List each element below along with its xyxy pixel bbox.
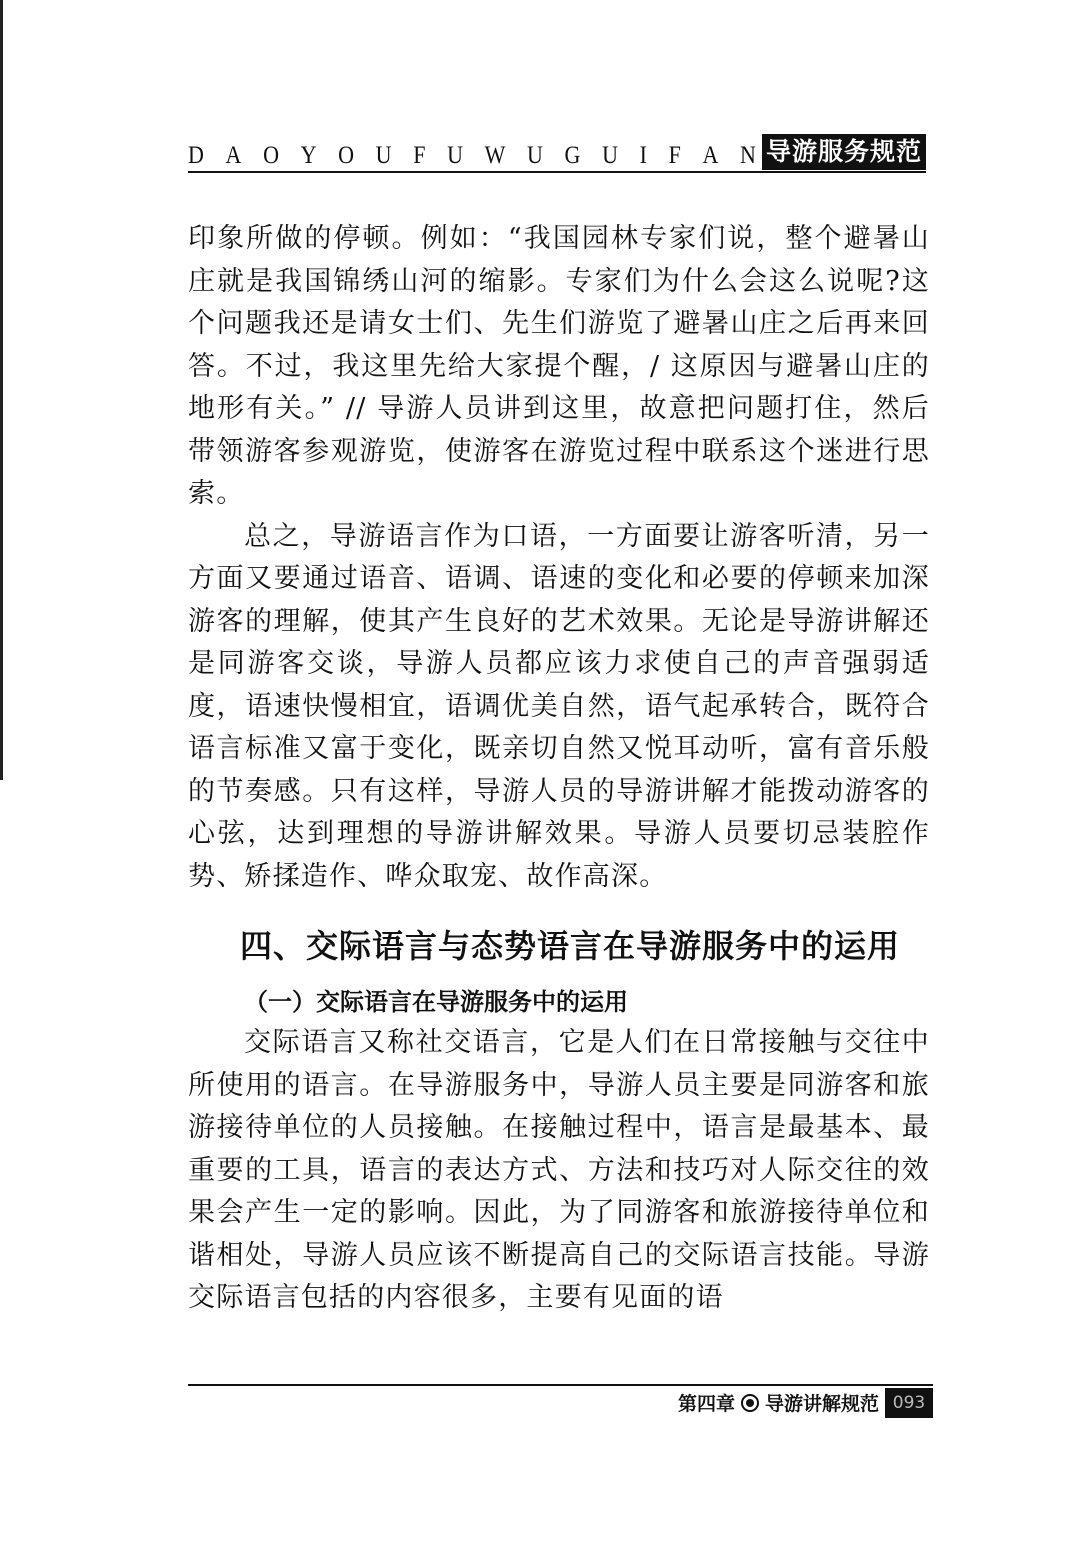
chapter-label: 第四章	[677, 1393, 735, 1415]
pinyin-letter: U	[447, 140, 463, 169]
paragraph: 印象所做的停顿。例如：“我国园林专家们说，整个避暑山庄就是我国锦绣山河的缩影。专家们为什么会这么说呢?这个问题我还是请女士们、先生们游览了避暑山庄之后再来回答。不过，我这里先给大家提个醒，/ 这原因与避暑山庄的地形有关。” // 导游人员讲到这里，故意把问题打住，然后带领游客参观游览，使游客在游览过程中联系这个迷进行思索。	[188, 223, 930, 509]
running-footer	[188, 1382, 933, 1422]
bullet-icon	[741, 1394, 759, 1412]
pinyin-letter: U	[375, 140, 392, 169]
footer-chapter	[678, 1390, 879, 1418]
pinyin-letter: W	[484, 140, 506, 169]
pinyin-letter: N	[740, 140, 756, 169]
paragraph: 总之，导游语言作为口语，一方面要让游客听清，另一方面又要通过语音、语调、语速的变化和必要的停顿来加深游客的理解，使其产生良好的艺术效果。无论是导游讲解还是同游客交谈，导游人员都应该力求使自己的声音强弱适度，语速快慢相宜，语调优美自然，语气起承转合，既符合语言标准又富于变化，既亲切自然又悦耳动听，富有音乐般的节奏感。只有这样，导游人员的导游讲解才能拨动游客的心弦，达到理想的导游讲解效果。导游人员要切忌装腔作势、矫揉造作、哗众取宠、故作高深。	[188, 520, 930, 892]
pinyin-letter: Y	[300, 140, 317, 169]
header-rule	[188, 171, 926, 173]
pinyin-letter: A	[225, 140, 242, 169]
pinyin-letter: A	[702, 140, 719, 169]
section-heading: 四、交际语言与态势语言在导游服务中的运用	[240, 927, 901, 965]
book-title: 导游服务规范	[762, 134, 926, 170]
pinyin-letter: G	[564, 140, 581, 169]
chapter-title: 导游讲解规范	[764, 1393, 879, 1415]
pinyin-letter: I	[639, 140, 647, 169]
pinyin-letter: O	[263, 140, 279, 169]
footer-rule	[188, 1384, 933, 1386]
paragraph: 交际语言又称社交语言，它是人们在日常接触与交往中所使用的语言。在导游服务中，导游人员主要是同游客和旅游接待单位的人员接触。在接触过程中，语言是最基本、最重要的工具，语言的表达方式、方法和技巧对人际交往的效果会产生一定的影响。因此，为了同游客和旅游接待单位和谐相处，导游人员应该不断提高自己的交际语言技能。导游交际语言包括的内容很多，主要有见面的语	[188, 1027, 930, 1313]
pinyin-letter: U	[527, 140, 543, 169]
page-edge	[0, 0, 3, 780]
pinyin-letter: F	[413, 140, 426, 169]
running-header	[188, 134, 926, 174]
pinyin-letter: F	[668, 140, 681, 169]
body-text	[188, 218, 930, 1320]
pinyin-letter: D	[188, 140, 204, 169]
pinyin-letter: U	[602, 140, 618, 169]
pinyin-letter: O	[338, 140, 355, 169]
subsection-heading: （一）交际语言在导游服务中的运用	[244, 988, 628, 1016]
page-number: 093	[885, 1388, 933, 1418]
header-pinyin	[188, 142, 756, 168]
